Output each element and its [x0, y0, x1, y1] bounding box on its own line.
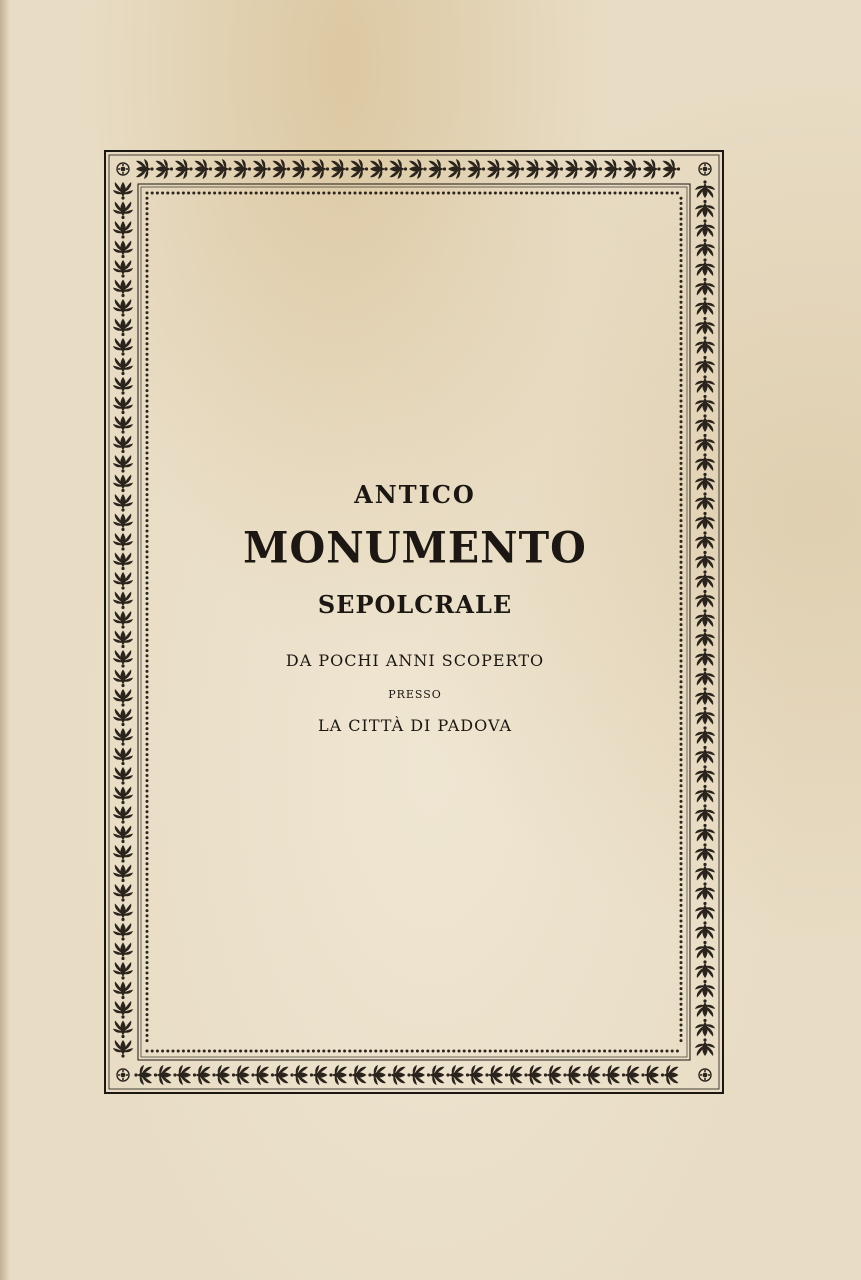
palmette-icon — [113, 728, 133, 746]
palmette-icon — [113, 845, 133, 863]
palmette-icon — [695, 278, 715, 296]
palmette-icon — [113, 1021, 133, 1039]
palmette-icon — [695, 219, 715, 237]
palmette-icon — [349, 1065, 367, 1085]
palmette-icon — [232, 1065, 250, 1085]
palmette-icon — [695, 785, 715, 803]
palmette-icon — [113, 943, 133, 961]
palmette-icon — [113, 182, 133, 200]
palmette-icon — [370, 159, 388, 179]
palmette-icon — [641, 1065, 659, 1085]
palmette-icon — [695, 999, 715, 1017]
palmette-icon — [273, 159, 291, 179]
palmette-icon — [214, 159, 232, 179]
palmette-icon — [695, 395, 715, 413]
palmette-icon — [212, 1065, 230, 1085]
palmette-icon — [113, 962, 133, 980]
palmette-icon — [113, 650, 133, 668]
palmette-icon — [695, 492, 715, 510]
palmette-icon — [695, 765, 715, 783]
palmette-icon — [113, 884, 133, 902]
title-line-antico: ANTICO — [354, 480, 476, 509]
palmette-icon — [113, 260, 133, 278]
corner-rosette-icon — [117, 163, 129, 175]
palmette-icon — [113, 689, 133, 707]
palmette-icon — [695, 258, 715, 276]
corner-rosette-icon — [699, 163, 711, 175]
palmette-icon — [695, 356, 715, 374]
palmette-icon — [113, 592, 133, 610]
ornamental-border — [104, 150, 724, 1094]
palmette-icon — [388, 1065, 406, 1085]
palmette-icon — [173, 1065, 191, 1085]
palmette-icon — [113, 358, 133, 376]
palmette-icon — [113, 787, 133, 805]
title-line-sepolcrale: SEPOLCRALE — [317, 590, 513, 619]
palmette-icon — [507, 159, 525, 179]
palmette-icon — [175, 159, 193, 179]
palmette-icon — [312, 159, 330, 179]
palmette-icon — [113, 533, 133, 551]
palmette-icon — [446, 1065, 464, 1085]
palmette-icon — [113, 221, 133, 239]
palmette-icon — [407, 1065, 425, 1085]
palmette-icon — [695, 180, 715, 198]
palmette-icon — [524, 1065, 542, 1085]
palmette-icon — [193, 1065, 211, 1085]
palmette-icon — [113, 748, 133, 766]
dotted-inner-rule — [146, 192, 683, 1053]
palmette-icon — [695, 1019, 715, 1037]
palmette-icon — [113, 299, 133, 317]
palmette-icon — [563, 1065, 581, 1085]
palmette-icon — [695, 629, 715, 647]
subtitle-line-presso: PRESSO — [388, 688, 442, 701]
palmette-icon — [695, 882, 715, 900]
palmette-icon — [292, 159, 310, 179]
palmette-icon — [643, 159, 661, 179]
palmette-icon — [195, 159, 213, 179]
palmette-icon — [622, 1065, 640, 1085]
palmette-icon — [409, 159, 427, 179]
palmette-icon — [136, 159, 154, 179]
palmette-icon — [695, 1038, 715, 1056]
palmette-icon — [390, 159, 408, 179]
corner-rosette-icon — [699, 1069, 711, 1081]
palmette-icon — [448, 159, 466, 179]
palmette-icon — [113, 202, 133, 220]
palmette-icon — [351, 159, 369, 179]
palmette-icon — [156, 159, 174, 179]
palmette-icon — [585, 159, 603, 179]
page-edge-shadow — [0, 0, 10, 1280]
palmette-icon — [526, 159, 544, 179]
palmette-icon — [113, 416, 133, 434]
palmette-icon — [113, 826, 133, 844]
palmette-icon — [113, 1001, 133, 1019]
palmette-icon — [113, 436, 133, 454]
palmette-icon — [134, 1065, 152, 1085]
subtitle-line-city: LA CITTÀ DI PADOVA — [317, 716, 512, 735]
palmette-icon — [487, 159, 505, 179]
palmette-icon — [695, 414, 715, 432]
palmette-icon — [695, 804, 715, 822]
palmette-icon — [695, 941, 715, 959]
palmette-icon — [485, 1065, 503, 1085]
palmette-icon — [695, 239, 715, 257]
palmette-icon — [661, 1065, 679, 1085]
palmette-icon — [113, 982, 133, 1000]
palmette-icon — [427, 1065, 445, 1085]
palmette-icon — [113, 455, 133, 473]
palmette-icon — [695, 512, 715, 530]
palmette-icon — [368, 1065, 386, 1085]
palmette-icon — [113, 494, 133, 512]
palmette-icon — [695, 746, 715, 764]
palmette-icon — [113, 865, 133, 883]
palmette-icon — [695, 434, 715, 452]
palmette-icon — [113, 397, 133, 415]
palmette-icon — [331, 159, 349, 179]
palmette-icon — [695, 726, 715, 744]
palmette-icon — [695, 609, 715, 627]
subtitle-line-discovered: DA POCHI ANNI SCOPERTO — [285, 651, 545, 670]
palmette-icon — [602, 1065, 620, 1085]
palmette-icon — [505, 1065, 523, 1085]
palmette-icon — [546, 159, 564, 179]
palmette-icon — [271, 1065, 289, 1085]
palmette-icon — [113, 241, 133, 259]
palmette-icon — [695, 531, 715, 549]
palmette-icon — [544, 1065, 562, 1085]
palmette-icon — [113, 280, 133, 298]
palmette-icon — [113, 670, 133, 688]
palmette-icon — [113, 1040, 133, 1058]
palmette-icon — [695, 648, 715, 666]
palmette-icon — [695, 453, 715, 471]
palmette-icon — [429, 159, 447, 179]
palmette-icon — [695, 551, 715, 569]
palmette-icon — [695, 570, 715, 588]
palmette-icon — [113, 631, 133, 649]
palmette-icon — [468, 159, 486, 179]
palmette-icon — [113, 923, 133, 941]
palmette-icon — [113, 806, 133, 824]
palmette-icon — [113, 572, 133, 590]
palmette-icon — [695, 843, 715, 861]
palmette-icon — [565, 159, 583, 179]
palmette-icon — [695, 707, 715, 725]
palmette-icon — [113, 377, 133, 395]
palmette-icon — [695, 980, 715, 998]
palmette-icon — [604, 159, 622, 179]
palmette-icon — [624, 159, 642, 179]
palmette-icon — [113, 319, 133, 337]
palmette-icon — [695, 902, 715, 920]
palmette-icon — [253, 159, 271, 179]
palmette-icon — [695, 200, 715, 218]
palmette-icon — [695, 590, 715, 608]
palmette-icon — [234, 159, 252, 179]
palmette-icon — [113, 767, 133, 785]
palmette-icon — [695, 336, 715, 354]
title-line-monumento: MONUMENTO — [243, 522, 587, 574]
palmette-icon — [466, 1065, 484, 1085]
palmette-icon — [113, 514, 133, 532]
border-drawing — [104, 150, 724, 1094]
palmette-icon — [113, 904, 133, 922]
palmette-icon — [310, 1065, 328, 1085]
palmette-icon — [695, 375, 715, 393]
palmette-icon — [290, 1065, 308, 1085]
palmette-icon — [113, 553, 133, 571]
palmette-icon — [695, 317, 715, 335]
palmette-icon — [695, 473, 715, 491]
palmette-icon — [154, 1065, 172, 1085]
palmette-icon — [113, 709, 133, 727]
palmette-icon — [251, 1065, 269, 1085]
palmette-icon — [695, 297, 715, 315]
palmette-icon — [695, 960, 715, 978]
palmette-icon — [663, 159, 681, 179]
palmette-icon — [695, 921, 715, 939]
corner-rosette-icon — [117, 1069, 129, 1081]
palmette-icon — [113, 611, 133, 629]
palmette-icon — [695, 668, 715, 686]
palmette-icon — [695, 824, 715, 842]
palmette-icon — [113, 475, 133, 493]
palmette-icon — [583, 1065, 601, 1085]
palmette-icon — [695, 687, 715, 705]
palmette-icon — [113, 338, 133, 356]
palmette-icon — [329, 1065, 347, 1085]
palmette-icon — [695, 863, 715, 881]
